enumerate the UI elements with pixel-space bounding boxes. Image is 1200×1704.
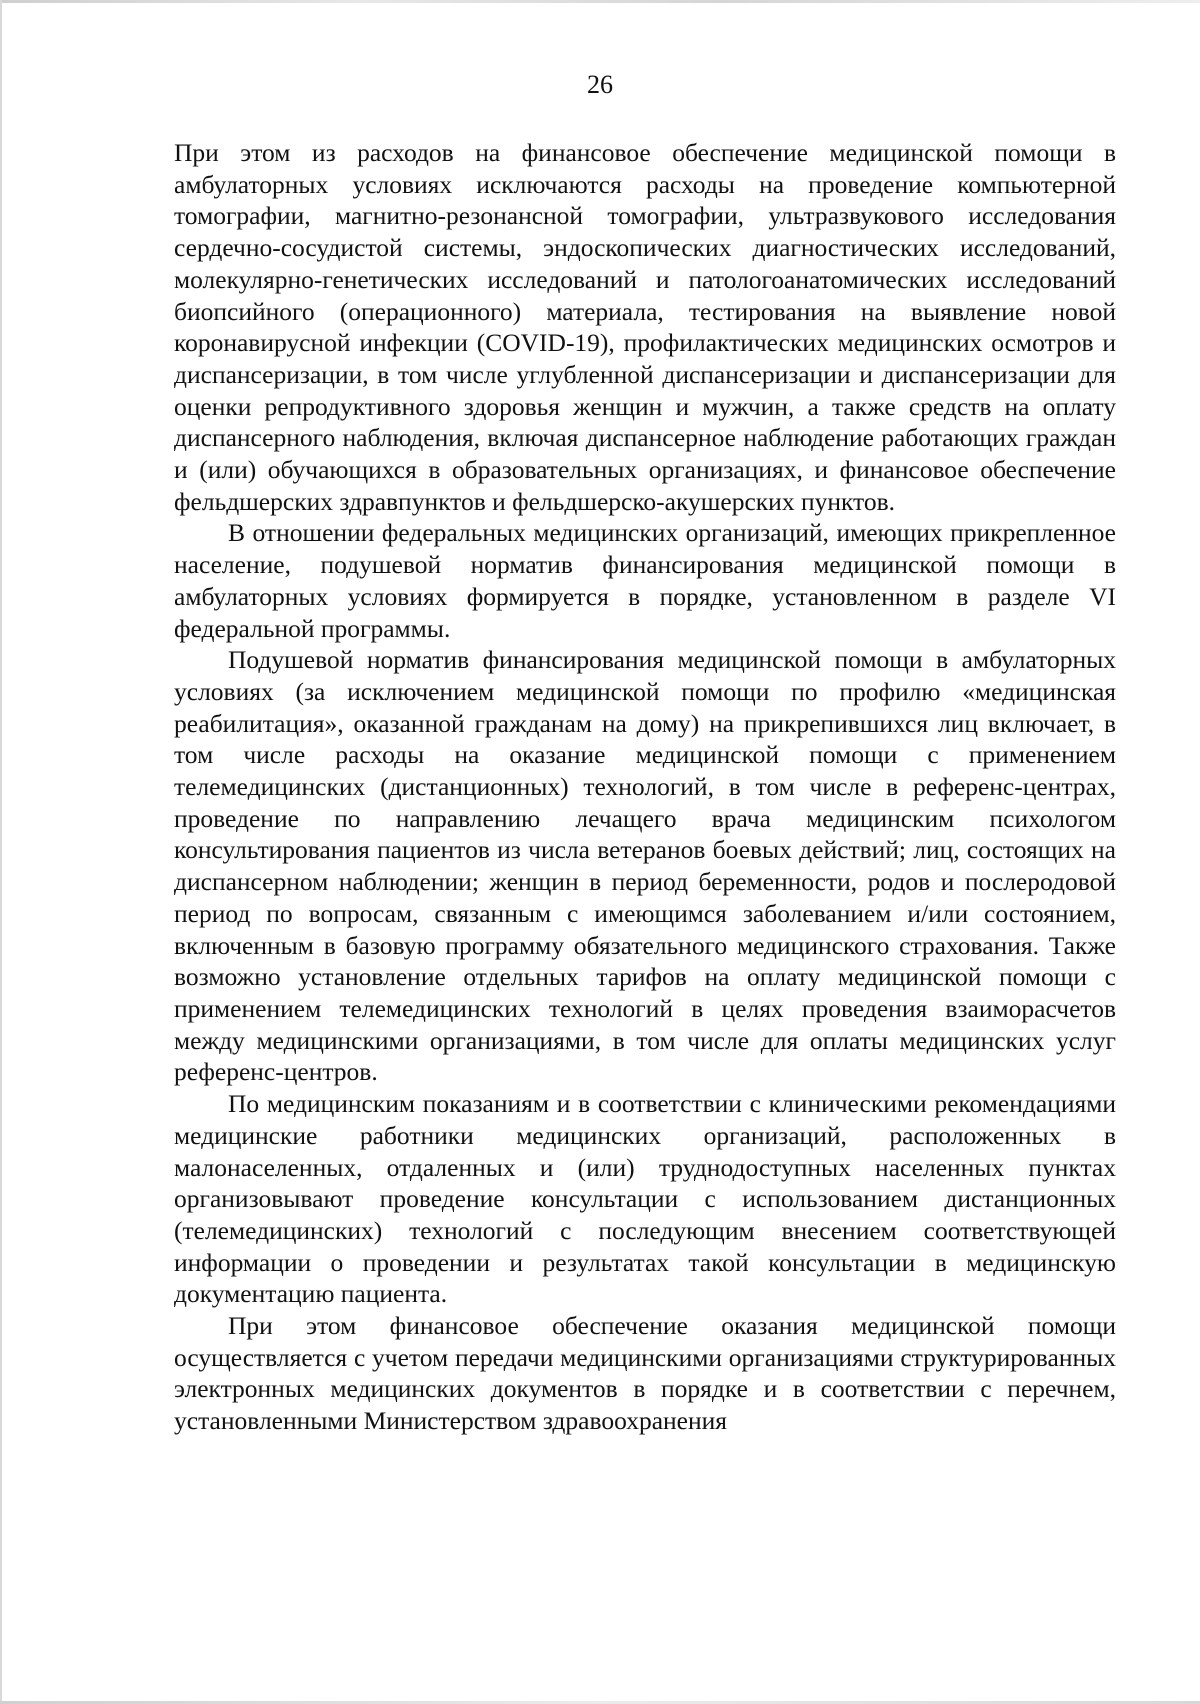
paragraph-2: В отношении федеральных медицинских организаций, имеющих прикрепленное население, подушевой норматив финансирования медицинской помощи в амбулаторных условиях формируется в порядке, установленном в разделе VI федеральной программы. <box>174 518 1116 643</box>
scan-edge-top <box>0 0 1200 3</box>
paragraph-5: При этом финансовое обеспечение оказания медицинской помощи осуществляется с учетом передачи медицинскими организациями структурированных электронных медицинских документов в порядке и в соответствии с перечнем, установленными Министерством здравоохранения <box>174 1311 1116 1436</box>
paragraph-4: По медицинским показаниям и в соответствии с клиническими рекомендациями медицинские работники медицинских организаций, расположенных в малонаселенных, отдаленных и (или) труднодоступных населенных пунктах организовывают проведение консультации с использованием дистанционных (телемедицинских) технологий с последующим внесением соответствующей информации о проведении и результатах такой консультации в медицинскую документацию пациента. <box>174 1089 1116 1309</box>
paragraph-1: При этом из расходов на финансовое обеспечение медицинской помощи в амбулаторных условиях исключаются расходы на проведение компьютерной томографии, магнитно-резонансной томографии, ультразвукового исследования сердечно-сосудистой системы, эндоскопических диагностических исследований, молекулярно-генетических исследований и патологоанатомических исследований биопсийного (операционного) материала, тестирования на выявление новой коронавирусной инфекции (COVID-19), профилактических медицинских осмотров и диспансеризации, в том числе углубленной диспансеризации и диспансеризации для оценки репродуктивного здоровья женщин и мужчин, а также средств на оплату диспансерного наблюдения, включая диспансерное наблюдение работающих граждан и (или) обучающихся в образовательных организациях, и финансовое обеспечение фельдшерских здравпунктов и фельдшерско-акушерских пунктов. <box>174 138 1116 516</box>
page-number: 26 <box>587 70 613 99</box>
scan-edge-left <box>0 0 2 1704</box>
document-body <box>174 137 1116 1437</box>
paragraph-3: Подушевой норматив финансирования медицинской помощи в амбулаторных условиях (за исключением медицинской помощи по профилю «медицинская реабилитация», оказанной гражданам на дому) на прикрепившихся лиц включает, в том числе расходы на оказание медицинской помощи с применением телемедицинских (дистанционных) технологий, в том числе в референс-центрах, проведение по направлению лечащего врача медицинским психологом консультирования пациентов из числа ветеранов боевых действий; лиц, состоящих на диспансерном наблюдении; женщин в период беременности, родов и послеродовой период по вопросам, связанным с имеющимся заболеванием и/или состоянием, включенным в базовую программу обязательного медицинского страхования. Также возможно установление отдельных тарифов на оплату медицинской помощи с применением телемедицинских технологий в целях проведения взаиморасчетов между медицинскими организациями, в том числе для оплаты медицинских услуг референс-центров. <box>174 645 1116 1087</box>
